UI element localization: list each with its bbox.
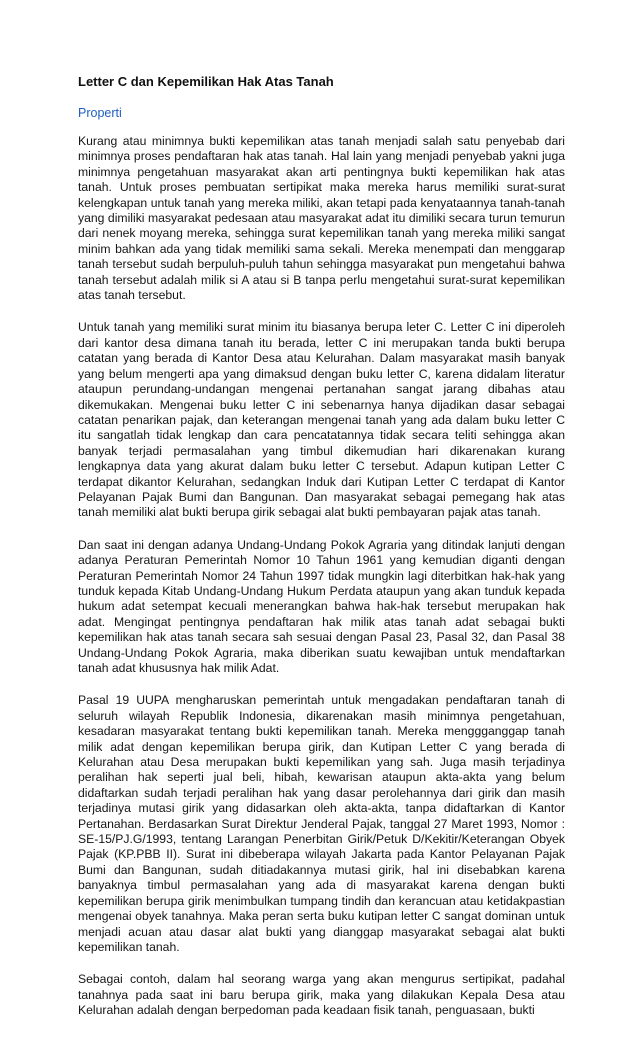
category-link[interactable]: Properti	[78, 106, 122, 120]
paragraph-5: Sebagai contoh, dalam hal seorang warga yang akan mengurus sertipikat, padahal tanahnya pada saat ini baru berupa girik, maka yang dilakukan Kepala Desa atau Kelurahan adalah dengan berpedoman pada keadaan fisik tanah, penguasaan, bukti	[78, 972, 565, 1018]
paragraph-3: Dan saat ini dengan adanya Undang-Undang Pokok Agraria yang ditindak lanjuti dengan adanya Peraturan Pemerintah Nomor 10 Tahun 1961 yang kemudian diganti dengan Peraturan Pemerintah Nomor 24 Tahun 1997 tidak mungkin lagi diterbitkan hak-hak yang tunduk kepada Kitab Undang-Undang Hukum Perdata ataupun yang akan tunduk kepada hukum adat setempat kecuali menerangkan bahwa hak-hak tersebut merupakan hak adat. Mengingat pentingnya pendaftaran hak milik atas tanah adat sebagai bukti kepemilikan hak atas tanah secara sah sesuai dengan Pasal 23, Pasal 32, dan Pasal 38 Undang-Undang Pokok Agraria, maka diberikan suatu kewajiban untuk mendaftarkan tanah adat khususnya hak milik Adat.	[78, 537, 565, 675]
article-title: Letter C dan Kepemilikan Hak Atas Tanah	[78, 74, 334, 89]
paragraph-4: Pasal 19 UUPA mengharuskan pemerintah untuk mengadakan pendaftaran tanah di seluruh wilayah Republik Indonesia, dikarenakan masih minimnya pengetahuan, kesadaran masyarakat tentang bukti kepemilikan tanah. Mereka menggganggap tanah milik adat dengan kepemilikan berupa girik, dan Kutipan Letter C yang berada di Kelurahan atau Desa merupakan bukti kepemilikan yang sah. Juga masih terjadinya peralihan hak seperti jual beli, hibah, kewarisan ataupun akta-akta yang belum didaftarkan sudah terjadi peralihan hak yang dasar perolehannya dari girik dan masih terjadinya mutasi girik yang didasarkan oleh akta-akta, tanpa didaftarkan di Kantor Pertanahan. Berdasarkan Surat Direktur Jenderal Pajak, tanggal 27 Maret 1993, Nomor : SE-15/PJ.G/1993, tentang Larangan Penerbitan Girik/Petuk D/Kekitir/Keterangan Obyek Pajak (KP.PBB II). Surat ini dibeberapa wilayah Jakarta pada Kantor Pelayanan Pajak Bumi dan Bangunan, sudah ditiadakannya mutasi girik, hal ini disebabkan karena banyaknya timbul permasalahan yang ada di masyarakat karena dengan bukti kepemilikan berupa girik menimbulkan tumpang tindih dan kerancuan atau ketidakpastian mengenai obyek tanahnya. Maka peran serta buku kutipan letter C sangat dominan untuk menjadi acuan atau dasar alat bukti yang dianggap masyarakat sebagai alat bukti kepemilikan tanah.	[78, 693, 565, 954]
paragraph-1: Kurang atau minimnya bukti kepemilikan atas tanah menjadi salah satu penyebab dari minimnya proses pendaftaran hak atas tanah. Hal lain yang menjadi penyebab yakni juga minimnya pengetahuan masyarakat akan arti pentingnya bukti kepemilikan hak atas tanah. Untuk proses pembuatan sertipikat maka mereka harus memiliki surat-surat kelengkapan untuk tanah yang mereka miliki, akan tetapi pada kenyataannya tanah-tanah yang dimiliki masyarakat pedesaan atau masyarakat adat itu dimiliki secara turun temurun dari nenek moyang mereka, sehingga surat kepemilikan tanah yang mereka miliki sangat minim bahkan ada yang tidak memiliki sama sekali. Mereka menempati dan menggarap tanah tersebut sudah berpuluh-puluh tahun sehingga masyarakat pun mengetahui bahwa tanah tersebut adalah milik si A atau si B tanpa perlu mengetahui surat-surat kepemilikan atas tanah tersebut.	[78, 134, 565, 303]
paragraph-2: Untuk tanah yang memiliki surat minim itu biasanya berupa leter C. Letter C ini diperoleh dari kantor desa dimana tanah itu berada, letter C ini merupakan tanda bukti berupa catatan yang berada di Kantor Desa atau Kelurahan. Dalam masyarakat masih banyak yang belum mengerti apa yang dimaksud dengan buku letter C, karena didalam literatur ataupun perundang-undangan mengenai pertanahan sangat jarang dibahas atau dikemukakan. Mengenai buku letter C ini sebenarnya hanya dijadikan dasar sebagai catatan penarikan pajak, dan keterangan mengenai tanah yang ada dalam buku letter C itu sangatlah tidak lengkap dan cara pencatatannya tidak secara teliti sehingga akan banyak terjadi permasalahan yang timbul dikemudian hari dikarenakan kurang lengkapnya data yang akurat dalam buku letter C tersebut. Adapun kutipan Letter C terdapat dikantor Kelurahan, sedangkan Induk dari Kutipan Letter C terdapat di Kantor Pelayanan Pajak Bumi dan Bangunan. Dan masyarakat sebagai pemegang hak atas tanah memiliki alat bukti berupa girik sebagai alat bukti pembayaran pajak atas tanah.	[78, 320, 565, 520]
article-body	[78, 134, 565, 1036]
